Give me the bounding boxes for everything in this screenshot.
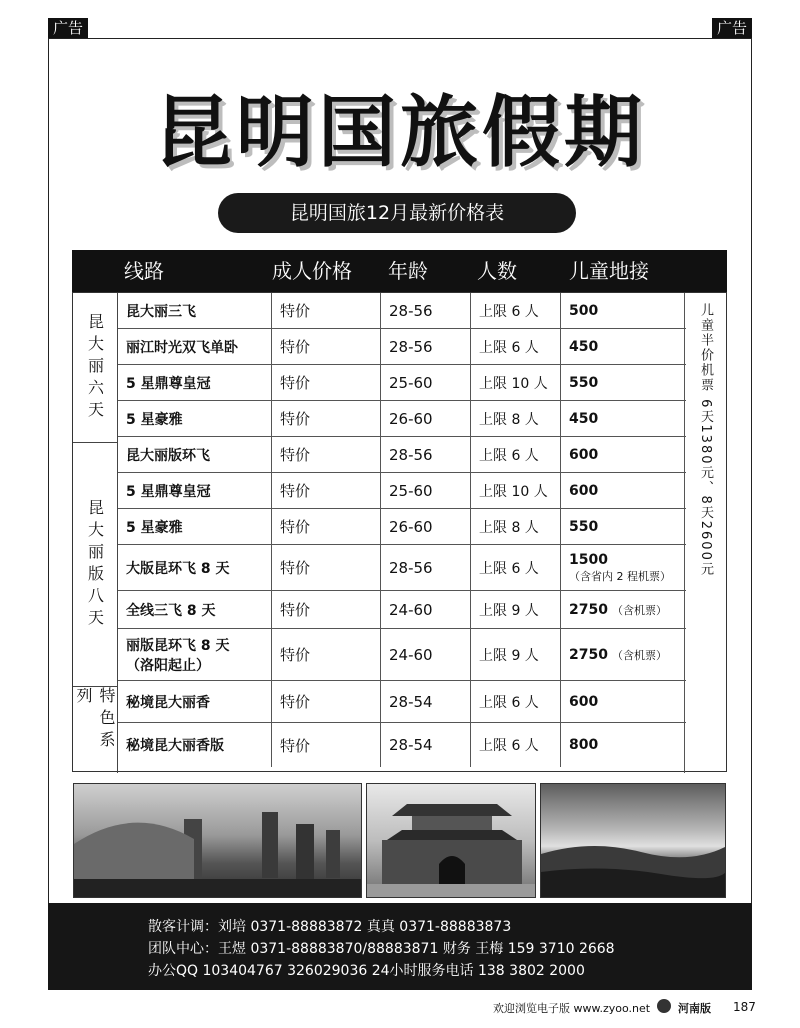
adult-price: 特价 xyxy=(280,693,311,711)
table-row xyxy=(118,723,686,767)
cell-adult-price xyxy=(272,437,381,472)
cell-group-size xyxy=(471,293,561,328)
cell-group-size xyxy=(471,365,561,400)
photo-gate-drawing xyxy=(367,784,536,898)
cell-group-size xyxy=(471,509,561,544)
age-range: 25-60 xyxy=(389,481,433,500)
cell-adult-price xyxy=(272,509,381,544)
age-range: 28-56 xyxy=(389,445,433,464)
group-size: 上限 9 人 xyxy=(479,602,539,619)
page-number: 187 xyxy=(733,1000,756,1014)
group-label: 特色系列 xyxy=(73,687,118,773)
photo-landmark-drawing xyxy=(74,784,362,898)
age-range: 28-54 xyxy=(389,736,433,754)
adult-price: 特价 xyxy=(280,374,311,392)
cell-kid-price xyxy=(561,473,686,508)
cell-route xyxy=(118,293,272,328)
cell-route xyxy=(118,629,272,680)
adult-price: 特价 xyxy=(280,601,311,619)
photo-landscape xyxy=(540,783,726,898)
adult-price: 特价 xyxy=(280,446,311,464)
cell-group-size xyxy=(471,681,561,722)
table-body xyxy=(72,292,727,772)
header-adult: 成人价格 xyxy=(272,259,352,283)
cell-age xyxy=(381,329,471,364)
cell-kid-price xyxy=(561,401,686,436)
ad-tag-right: 广告 xyxy=(712,18,752,38)
adult-price: 特价 xyxy=(280,410,311,428)
route-name: 5 星鼎尊皇冠 xyxy=(126,483,211,500)
group-label: 昆大丽版八天 xyxy=(73,443,118,687)
kid-price: 600 xyxy=(569,446,599,463)
contact-footer xyxy=(48,903,752,990)
cell-route xyxy=(118,329,272,364)
brand-title: 昆明国旅假期 xyxy=(153,87,646,178)
cell-age xyxy=(381,545,471,590)
cell-kid-price xyxy=(561,329,686,364)
cell-group-size xyxy=(471,401,561,436)
table-row xyxy=(118,293,686,329)
age-range: 28-56 xyxy=(389,301,433,320)
group-size: 上限 10 人 xyxy=(479,483,548,500)
cell-kid-price xyxy=(561,293,686,328)
group-size: 上限 8 人 xyxy=(479,411,539,428)
adult-price: 特价 xyxy=(280,518,311,536)
cell-group-size xyxy=(471,545,561,590)
table-row xyxy=(118,473,686,509)
group-size: 上限 9 人 xyxy=(479,647,539,664)
photo-landmark xyxy=(73,783,362,898)
contact-line-2: 团队中心：王煜 0371-88883870/88883871 财务 王梅 159 3710 2668 xyxy=(148,941,615,957)
cell-age xyxy=(381,629,471,680)
table-row xyxy=(118,509,686,545)
cell-group-size xyxy=(471,437,561,472)
cell-kid-price xyxy=(561,509,686,544)
table-row xyxy=(118,681,686,723)
table-row xyxy=(118,591,686,629)
table-row xyxy=(118,437,686,473)
contact-line-1: 散客计调：刘培 0371-88883872 真真 0371-88883873 xyxy=(148,919,512,935)
route-name: 丽版昆环飞 8 天 xyxy=(126,637,230,654)
cell-age xyxy=(381,723,471,767)
route-name: 5 星鼎尊皇冠 xyxy=(126,375,211,392)
cell-route xyxy=(118,681,272,722)
group-size: 上限 8 人 xyxy=(479,519,539,536)
kid-price: 450 xyxy=(569,338,599,355)
photo-gate-tower xyxy=(366,783,536,898)
route-name-line2: （洛阳起止） xyxy=(126,657,210,674)
cell-route xyxy=(118,437,272,472)
table-row xyxy=(118,401,686,437)
contact-line-3: 办公QQ 103404767 326029036 24小时服务电话 138 3802 2000 xyxy=(148,963,585,979)
cell-route xyxy=(118,545,272,590)
kid-price: 600 xyxy=(569,693,599,710)
cell-adult-price xyxy=(272,545,381,590)
cell-adult-price xyxy=(272,681,381,722)
table-row xyxy=(118,545,686,591)
cell-kid-price xyxy=(561,437,686,472)
cell-group-size xyxy=(471,629,561,680)
cell-adult-price xyxy=(272,629,381,680)
photo-landscape-drawing xyxy=(541,784,726,898)
group-size: 上限 6 人 xyxy=(479,738,539,754)
route-name: 秘境昆大丽香 xyxy=(126,694,210,711)
cell-kid-price xyxy=(561,591,686,628)
kid-price: 550 xyxy=(569,374,599,391)
cell-adult-price xyxy=(272,473,381,508)
table-row xyxy=(118,365,686,401)
header-num: 人数 xyxy=(477,259,517,283)
group-size: 上限 6 人 xyxy=(479,560,539,577)
cell-adult-price xyxy=(272,723,381,767)
route-name: 全线三飞 8 天 xyxy=(126,602,216,619)
site-text: 欢迎浏览电子版 www.zyoo.net xyxy=(493,1002,651,1015)
cell-route xyxy=(118,723,272,767)
adult-price: 特价 xyxy=(280,482,311,500)
kid-price: 550 xyxy=(569,518,599,535)
cell-route xyxy=(118,509,272,544)
cell-age xyxy=(381,293,471,328)
cell-adult-price xyxy=(272,293,381,328)
kid-price: 800 xyxy=(569,737,599,753)
route-name: 5 星豪雅 xyxy=(126,411,183,428)
table-row xyxy=(118,329,686,365)
age-range: 28-56 xyxy=(389,337,433,356)
group-size: 上限 6 人 xyxy=(479,339,539,356)
group-label: 昆大丽六天 xyxy=(73,293,118,443)
cell-adult-price xyxy=(272,329,381,364)
cell-age xyxy=(381,401,471,436)
adult-price: 特价 xyxy=(280,338,311,356)
kid-price: 2750 xyxy=(569,601,608,618)
kid-price-note: （含机票） xyxy=(611,603,667,617)
cell-group-size xyxy=(471,473,561,508)
route-name: 5 星豪雅 xyxy=(126,519,183,536)
adult-price: 特价 xyxy=(280,302,311,320)
age-range: 26-60 xyxy=(389,409,433,428)
site-logo-icon xyxy=(657,999,671,1013)
cell-adult-price xyxy=(272,591,381,628)
age-range: 28-56 xyxy=(389,558,433,577)
cell-group-size xyxy=(471,723,561,767)
cell-age xyxy=(381,681,471,722)
cell-group-size xyxy=(471,591,561,628)
group-size: 上限 6 人 xyxy=(479,447,539,464)
header-route: 线路 xyxy=(124,259,164,283)
cell-age xyxy=(381,591,471,628)
cell-kid-price xyxy=(561,629,686,680)
price-table-title: 昆明国旅12月最新价格表 xyxy=(218,193,576,233)
kid-price: 2750 xyxy=(569,646,608,663)
cell-route xyxy=(118,365,272,400)
age-range: 24-60 xyxy=(389,600,433,619)
age-range: 25-60 xyxy=(389,373,433,392)
cell-kid-price xyxy=(561,365,686,400)
adult-price: 特价 xyxy=(280,646,311,664)
cell-route xyxy=(118,591,272,628)
cell-adult-price xyxy=(272,365,381,400)
header-age: 年龄 xyxy=(388,259,428,283)
kid-price: 500 xyxy=(569,302,599,319)
group-size: 上限 10 人 xyxy=(479,375,548,392)
route-name: 昆大丽版环飞 xyxy=(126,447,210,464)
group-size: 上限 6 人 xyxy=(479,694,539,711)
cell-route xyxy=(118,473,272,508)
table-row xyxy=(118,629,686,681)
age-range: 26-60 xyxy=(389,517,433,536)
group-size: 上限 6 人 xyxy=(479,303,539,320)
age-range: 24-60 xyxy=(389,645,433,664)
kid-price-note: （含机票） xyxy=(611,648,667,662)
cell-age xyxy=(381,473,471,508)
kid-price: 450 xyxy=(569,410,599,427)
cell-kid-price xyxy=(561,545,686,590)
kid-price: 1500 xyxy=(569,551,608,568)
route-name: 大版昆环飞 8 天 xyxy=(126,560,230,577)
route-name: 秘境昆大丽香版 xyxy=(126,738,224,754)
cell-age xyxy=(381,365,471,400)
cell-adult-price xyxy=(272,401,381,436)
kid-price-note: （含省内 2 程机票） xyxy=(569,569,671,583)
ad-tag-left: 广告 xyxy=(48,18,88,38)
cell-route xyxy=(118,401,272,436)
adult-price: 特价 xyxy=(280,559,311,577)
cell-age xyxy=(381,437,471,472)
table-header xyxy=(72,250,727,292)
cell-group-size xyxy=(471,329,561,364)
adult-price: 特价 xyxy=(280,736,311,755)
edition-label: 河南版 xyxy=(678,1002,711,1015)
cell-age xyxy=(381,509,471,544)
header-kid: 儿童地接 xyxy=(569,259,649,283)
route-name: 丽江时光双飞单卧 xyxy=(126,339,238,356)
age-range: 28-54 xyxy=(389,692,433,711)
child-fare-note: 儿童半价机票 6天1380元、8天2600元 xyxy=(684,293,726,773)
kid-price: 600 xyxy=(569,482,599,499)
cell-kid-price xyxy=(561,723,686,767)
cell-kid-price xyxy=(561,681,686,722)
route-name: 昆大丽三飞 xyxy=(126,303,196,320)
